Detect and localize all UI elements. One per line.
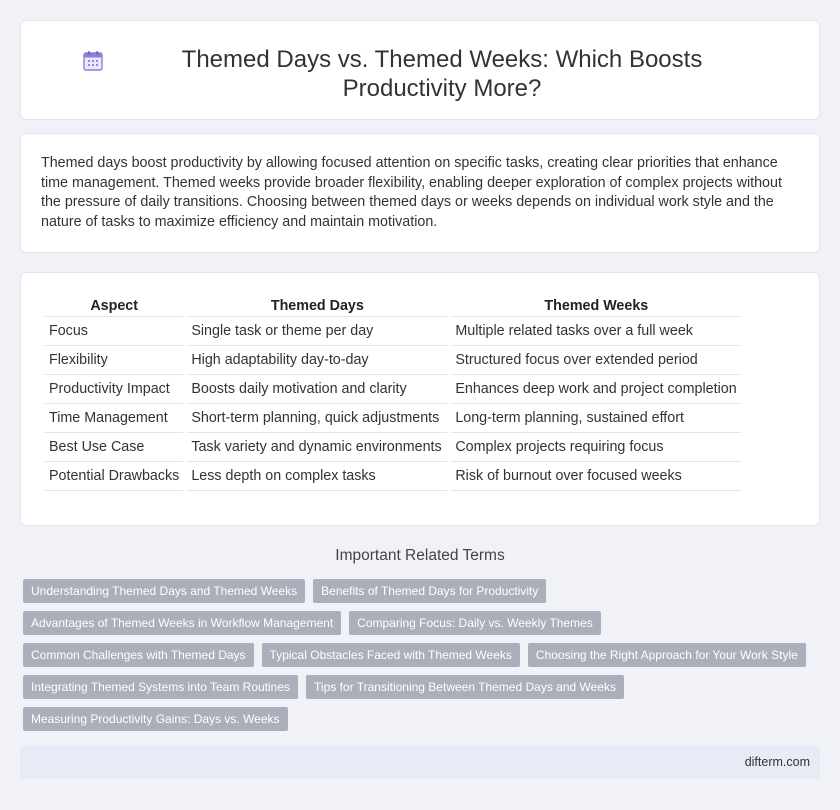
table-cell: Task variety and dynamic environments — [187, 432, 447, 461]
intro-paragraph: Themed days boost productivity by allowing focused attention on specific tasks, creating clear priorities that enhance time management. Themed weeks provide broader flexibility, enabling deeper exploration of complex projects without the pressure of daily transitions. Choosing between themed days or weeks depends on individual work style and the nature of tasks to maximize efficiency and maintain motivation. — [41, 155, 782, 230]
header-aspect: Aspect — [90, 298, 138, 314]
header-themed-weeks: Themed Weeks — [544, 298, 649, 314]
footer-site-link[interactable]: difterm.com — [744, 755, 810, 769]
table-cell: Short-term planning, quick adjustments — [187, 403, 447, 432]
related-terms-list — [23, 579, 823, 731]
page-title: Themed Days vs. Themed Weeks: Which Boosts Productivity More? — [181, 46, 703, 102]
table-cell: Boosts daily motivation and clarity — [187, 374, 447, 403]
intro-card — [20, 133, 820, 253]
table-row — [45, 345, 741, 374]
table-cell: Risk of burnout over focused weeks — [451, 461, 741, 491]
table-header-row — [45, 295, 741, 316]
table-cell: Enhances deep work and project completion — [451, 374, 741, 403]
table-row — [45, 461, 741, 491]
footer — [20, 746, 820, 779]
related-term-link[interactable]: Advantages of Themed Weeks in Workflow Management — [23, 611, 341, 635]
table-cell: Best Use Case — [45, 432, 183, 461]
comparison-table — [41, 295, 745, 491]
table-cell: Potential Drawbacks — [45, 461, 183, 491]
table-cell: Long-term planning, sustained effort — [451, 403, 741, 432]
table-cell: Time Management — [45, 403, 183, 432]
related-term-link[interactable]: Typical Obstacles Faced with Themed Weeks — [262, 643, 520, 667]
related-terms-heading: Important Related Terms — [335, 547, 505, 564]
table-cell: Multiple related tasks over a full week — [451, 316, 741, 345]
table-row — [45, 432, 741, 461]
related-term-link[interactable]: Measuring Productivity Gains: Days vs. Weeks — [23, 707, 288, 731]
table-cell: Complex projects requiring focus — [451, 432, 741, 461]
table-row — [45, 316, 741, 345]
related-term-link[interactable]: Tips for Transitioning Between Themed Days and Weeks — [306, 675, 624, 699]
table-cell: Productivity Impact — [45, 374, 183, 403]
table-cell: Structured focus over extended period — [451, 345, 741, 374]
table-row — [45, 403, 741, 432]
related-term-link[interactable]: Understanding Themed Days and Themed Weeks — [23, 579, 305, 603]
related-term-link[interactable]: Integrating Themed Systems into Team Routines — [23, 675, 298, 699]
table-cell: Flexibility — [45, 345, 183, 374]
related-term-link[interactable]: Common Challenges with Themed Days — [23, 643, 254, 667]
table-cell: Less depth on complex tasks — [187, 461, 447, 491]
related-term-link[interactable]: Choosing the Right Approach for Your Work Style — [528, 643, 806, 667]
title-wrap — [21, 21, 819, 103]
comparison-card — [20, 272, 820, 526]
calendar-icon — [81, 49, 105, 73]
table-row — [45, 374, 741, 403]
table-cell: Single task or theme per day — [187, 316, 447, 345]
table-cell: Focus — [45, 316, 183, 345]
related-term-link[interactable]: Comparing Focus: Daily vs. Weekly Themes — [349, 611, 601, 635]
related-term-link[interactable]: Benefits of Themed Days for Productivity — [313, 579, 546, 603]
title-card — [20, 20, 820, 120]
table-cell: High adaptability day-to-day — [187, 345, 447, 374]
header-themed-days: Themed Days — [270, 298, 364, 314]
